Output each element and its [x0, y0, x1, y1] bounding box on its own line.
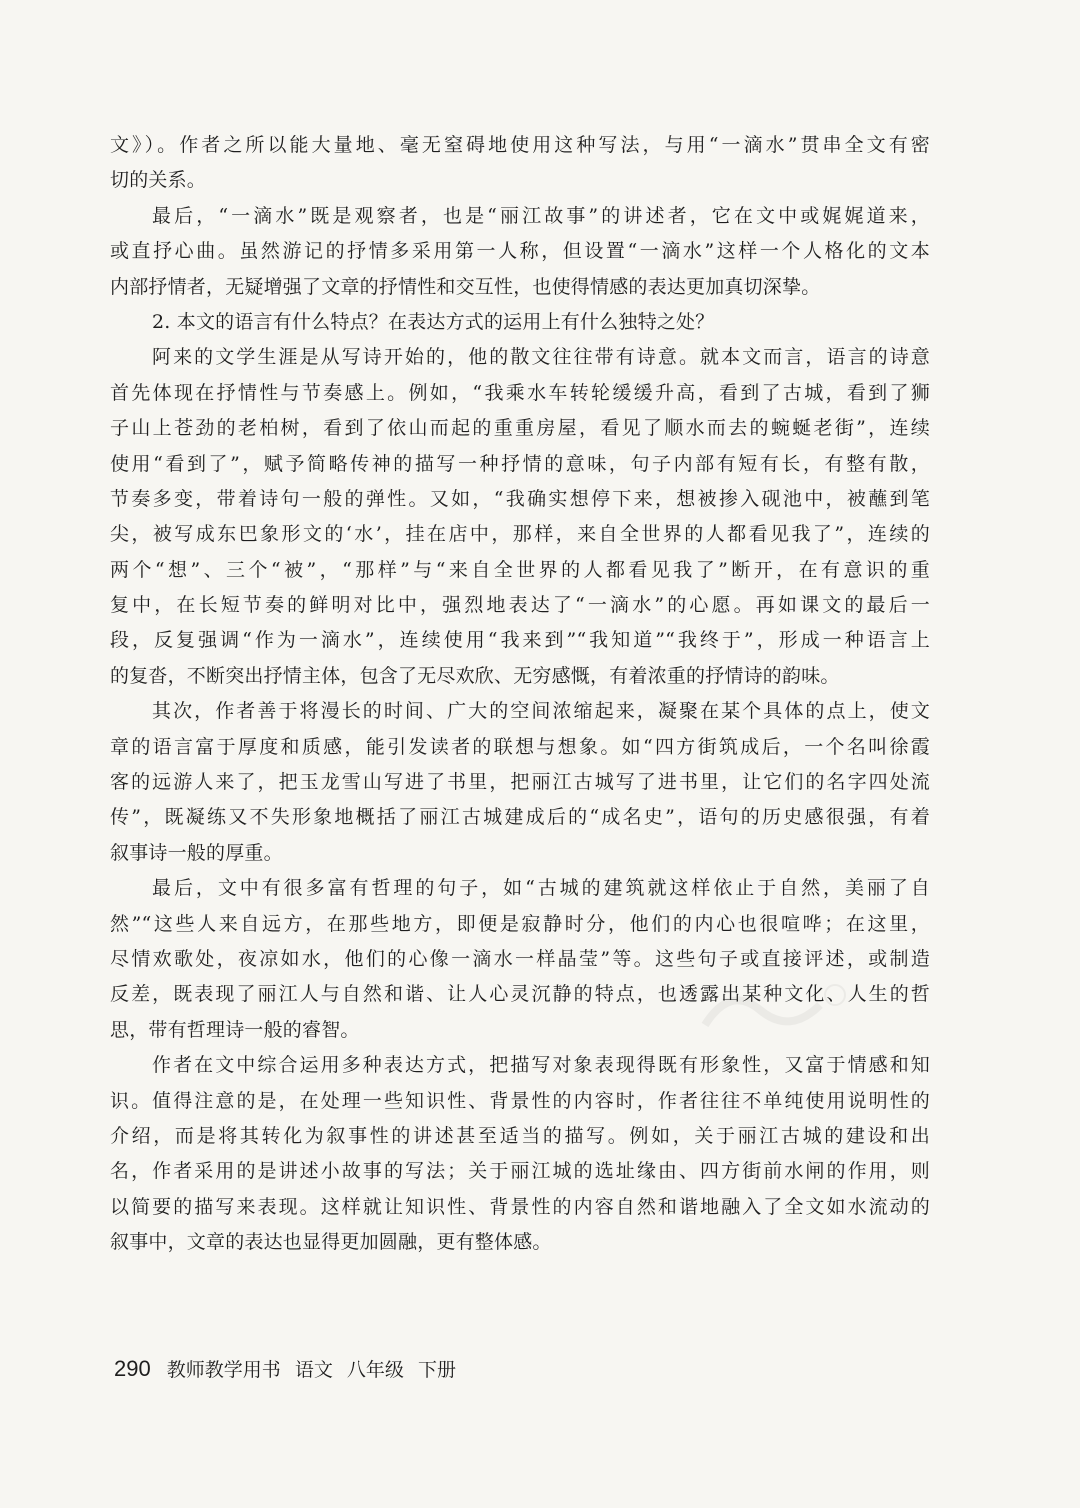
- text-line: 名，作者采用的是讲述小故事的写法；关于丽江城的选址缘由、四方街前水闸的作用，则: [110, 1160, 930, 1183]
- text-line: 然”“这些人来自远方，在那些地方，即便是寂静时分，他们的内心也很喧哗；在这里，: [110, 912, 930, 935]
- text-line: 客的远游人来了，把玉龙雪山写进了书里，把丽江古城写了进书里，让它们的名字四处流: [110, 771, 930, 794]
- text-line: 或直抒心曲。虽然游记的抒情多采用第一人称，但设置“一滴水”这样一个人格化的文本: [110, 240, 930, 263]
- text-line: 叙事中，文章的表达也显得更加圆融，更有整体感。: [110, 1231, 552, 1254]
- text-line: 章的语言富于厚度和质感，能引发读者的联想与想象。如“四方街筑成后，一个名叫徐霞: [110, 735, 930, 758]
- text-line: 复中，在长短节奏的鲜明对比中，强烈地表达了“一滴水”的心愿。再如课文的最后一: [110, 594, 930, 617]
- text-line: 内部抒情者，无疑增强了文章的抒情性和交互性，也使得情感的表达更加真切深挚。: [110, 275, 821, 298]
- text-line: 其次，作者善于将漫长的时间、广大的空间浓缩起来，凝聚在某个具体的点上，使文: [152, 700, 930, 723]
- text-line: 切的关系。: [110, 169, 207, 192]
- page-number: 290: [114, 1356, 151, 1381]
- text-line: 介绍，而是将其转化为叙事性的讲述甚至适当的描写。例如，关于丽江古城的建设和出: [110, 1124, 930, 1147]
- grade-name: 八年级: [346, 1359, 404, 1381]
- text-line: 段，反复强调“作为一滴水”，连续使用“我来到”“我知道”“我终于”，形成一种语言上: [110, 629, 930, 652]
- text-line: 以简要的描写来表现。这样就让知识性、背景性的内容自然和谐地融入了全文如水流动的: [110, 1195, 930, 1218]
- text-line: 节奏多变，带着诗句一般的弹性。又如，“我确实想停下来，想被掺入砚池中，被蘸到笔: [110, 487, 930, 510]
- text-line: 使用“看到了”，赋予简略传神的描写一种抒情的意味，句子内部有短有长，有整有散，: [110, 452, 930, 475]
- text-line: 反差，既表现了丽江人与自然和谐、让人心灵沉静的特点，也透露出某种文化、人生的哲: [110, 983, 930, 1006]
- text-line: 文》）。作者之所以能大量地、毫无窒碍地使用这种写法，与用“一滴水”贯串全文有密: [110, 134, 930, 156]
- text-line: 首先体现在抒情性与节奏感上。例如，“我乘水车转轮缓缓升高，看到了古城，看到了狮: [110, 381, 930, 404]
- text-line: 叙事诗一般的厚重。: [110, 841, 283, 864]
- text-line: 最后，“一滴水”既是观察者，也是“丽江故事”的讲述者，它在文中或娓娓道来，: [152, 204, 930, 227]
- text-line: 识。值得注意的是，在处理一些知识性、背景性的内容时，作者往往不单纯使用说明性的: [110, 1089, 930, 1112]
- text-line: 子山上苍劲的老柏树，看到了依山而起的重重房屋，看见了顺水而去的蜿蜒老街”，连续: [110, 417, 930, 440]
- text-line: 思，带有哲理诗一般的睿智。: [110, 1018, 360, 1041]
- text-line: 最后，文中有很多富有哲理的句子，如“古城的建筑就这样依止于自然，美丽了自: [152, 877, 930, 900]
- text-line: 的复沓，不断突出抒情主体，包含了无尽欢欣、无穷感慨，有着浓重的抒情诗的韵味。: [110, 664, 840, 687]
- text-line: 作者在文中综合运用多种表达方式，把描写对象表现得既有形象性，又富于情感和知: [152, 1054, 930, 1077]
- text-line: 尽情欢歌处，夜凉如水，他们的心像一滴水一样晶莹”等。这些句子或直接评述，或制造: [110, 947, 930, 970]
- volume-name: 下册: [417, 1359, 456, 1381]
- body-text: [110, 128, 930, 1261]
- book-title: [167, 1359, 464, 1381]
- page-footer: [114, 1355, 464, 1382]
- question-heading: 2. 本文的语言有什么特点？在表达方式的运用上有什么独特之处？: [152, 310, 715, 333]
- subject-name: 语文: [294, 1359, 333, 1381]
- text-line: 传”，既凝练又不失形象地概括了丽江古城建成后的“成名史”，语句的历史感很强，有着: [110, 806, 930, 829]
- book-name: 教师教学用书: [166, 1359, 281, 1381]
- text-line: 阿来的文学生涯是从写诗开始的，他的散文往往带有诗意。就本文而言，语言的诗意: [152, 346, 930, 369]
- text-line: 两个“想”、三个“被”，“那样”与“来自全世界的人都看见我了”断开，在有意识的重: [110, 558, 930, 581]
- text-line: 尖，被写成东巴象形文的‘水’，挂在店中，那样，来自全世界的人都看见我了”，连续的: [110, 523, 930, 546]
